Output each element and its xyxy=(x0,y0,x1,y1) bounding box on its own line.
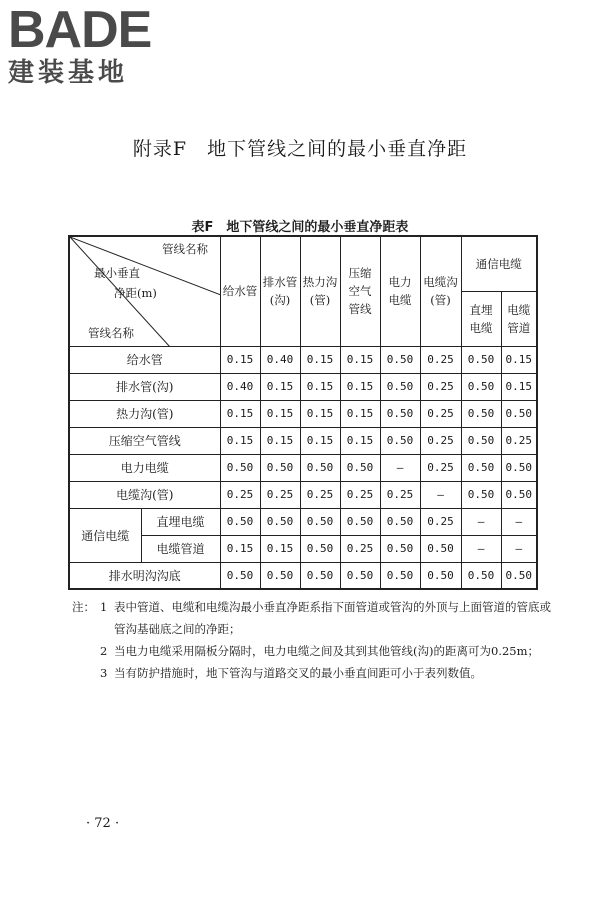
value-cell: 0.15 xyxy=(220,346,260,373)
corner-label-column-names: 管线名称 xyxy=(162,242,208,256)
value-cell: 0.50 xyxy=(380,508,420,535)
value-cell: — xyxy=(461,535,501,562)
table-row xyxy=(69,508,537,535)
appendix-title: 附录F 地下管线之间的最小垂直净距 xyxy=(132,138,468,160)
col-header-compressed-air xyxy=(340,236,380,346)
value-cell: 0.15 xyxy=(340,400,380,427)
value-cell: 0.15 xyxy=(501,346,537,373)
col-header-label: 压缩 空气 管线 xyxy=(348,266,372,317)
value-cell: 0.15 xyxy=(300,400,340,427)
value-cell: 0.50 xyxy=(260,508,300,535)
value-cell: 0.50 xyxy=(300,508,340,535)
col-header-label: 热力沟 (管) xyxy=(302,275,338,308)
value-cell: 0.25 xyxy=(300,481,340,508)
value-cell: 0.25 xyxy=(220,481,260,508)
corner-header-cell xyxy=(69,236,220,346)
value-cell: 0.25 xyxy=(260,481,300,508)
row-header: 排水明沟沟底 xyxy=(69,562,220,589)
clearance-table xyxy=(68,235,538,590)
row-group-telecom: 通信电缆 xyxy=(69,508,141,562)
value-cell: 0.50 xyxy=(461,454,501,481)
value-cell: 0.15 xyxy=(220,535,260,562)
value-cell: 0.50 xyxy=(340,562,380,589)
value-cell: 0.15 xyxy=(300,373,340,400)
value-cell: 0.15 xyxy=(300,346,340,373)
row-header: 给水管 xyxy=(69,346,220,373)
col-header-label: 电力 电缆 xyxy=(388,275,412,308)
note-1 xyxy=(72,596,556,640)
value-cell: 0.50 xyxy=(461,373,501,400)
value-cell: 0.15 xyxy=(340,373,380,400)
corner-label-min-clearance: 最小垂直 xyxy=(94,266,140,280)
note-index: 3 xyxy=(100,666,108,680)
value-cell: 0.25 xyxy=(420,346,461,373)
col-header-drainage xyxy=(260,236,300,346)
col-header-label: 通信电缆 xyxy=(475,256,522,271)
value-cell: 0.50 xyxy=(380,346,420,373)
col-header-cable-duct xyxy=(501,291,537,346)
value-cell: 0.25 xyxy=(420,400,461,427)
value-cell: 0.50 xyxy=(220,562,260,589)
value-cell: 0.40 xyxy=(220,373,260,400)
note-2 xyxy=(86,640,556,662)
value-cell: 0.50 xyxy=(461,562,501,589)
corner-label-row-names: 管线名称 xyxy=(88,326,134,340)
col-header-water xyxy=(220,236,260,346)
value-cell: 0.15 xyxy=(260,373,300,400)
value-cell: 0.50 xyxy=(380,427,420,454)
logo-subtitle: 建装基地 xyxy=(8,58,129,88)
note-text: 表中管道、电缆和电缆沟最小垂直净距系指下面管道或管沟的外顶与上面管道的管底或管沟基础底之间的净距； xyxy=(114,600,551,636)
value-cell: 0.15 xyxy=(501,373,537,400)
bade-logo xyxy=(8,1,178,92)
col-header-telecom xyxy=(461,236,537,291)
row-header: 电缆管道 xyxy=(141,535,220,562)
col-header-heat xyxy=(300,236,340,346)
value-cell: 0.15 xyxy=(260,400,300,427)
note-index: 1 xyxy=(100,600,108,614)
value-cell: 0.50 xyxy=(461,346,501,373)
value-cell: 0.50 xyxy=(260,454,300,481)
value-cell: 0.40 xyxy=(260,346,300,373)
value-cell: 0.50 xyxy=(461,400,501,427)
value-cell: 0.25 xyxy=(420,427,461,454)
value-cell: 0.50 xyxy=(300,535,340,562)
value-cell: 0.15 xyxy=(340,427,380,454)
table-row xyxy=(69,481,537,508)
note-3 xyxy=(86,662,556,684)
value-cell: 0.25 xyxy=(420,373,461,400)
value-cell: 0.50 xyxy=(501,562,537,589)
notes-label: 注： xyxy=(72,600,95,614)
row-header: 压缩空气管线 xyxy=(69,427,220,454)
value-cell: 0.50 xyxy=(300,562,340,589)
value-cell: 0.50 xyxy=(380,373,420,400)
value-cell: 0.15 xyxy=(340,346,380,373)
table-row xyxy=(69,427,537,454)
value-cell: 0.50 xyxy=(380,562,420,589)
note-text: 当有防护措施时，地下管沟与道路交叉的最小垂直间距可小于表列数值。 xyxy=(114,666,482,680)
table-row xyxy=(69,373,537,400)
row-header: 电缆沟(管) xyxy=(69,481,220,508)
value-cell: 0.50 xyxy=(461,427,501,454)
value-cell: 0.25 xyxy=(380,481,420,508)
col-header-direct-buried xyxy=(461,291,501,346)
value-cell: — xyxy=(420,481,461,508)
col-header-power-cable xyxy=(380,236,420,346)
row-header: 排水管(沟) xyxy=(69,373,220,400)
table-row xyxy=(69,562,537,589)
table-caption: 表F 地下管线之间的最小垂直净距表 xyxy=(191,220,409,235)
col-header-label: 电缆沟 (管) xyxy=(423,275,458,308)
value-cell: 0.50 xyxy=(420,562,461,589)
value-cell: — xyxy=(501,508,537,535)
row-header: 直埋电缆 xyxy=(141,508,220,535)
value-cell: 0.50 xyxy=(501,481,537,508)
value-cell: 0.50 xyxy=(380,400,420,427)
corner-label-unit: 净距(m) xyxy=(114,286,157,300)
value-cell: 0.50 xyxy=(260,562,300,589)
logo-wordmark: BADE xyxy=(8,1,152,59)
col-header-cable-trench xyxy=(420,236,461,346)
note-text: 当电力电缆采用隔板分隔时，电力电缆之间及其到其他管线(沟)的距离可为0.25m； xyxy=(114,644,539,658)
value-cell: 0.50 xyxy=(501,400,537,427)
value-cell: 0.50 xyxy=(300,454,340,481)
value-cell: — xyxy=(501,535,537,562)
row-header: 热力沟(管) xyxy=(69,400,220,427)
value-cell: 0.25 xyxy=(340,481,380,508)
value-cell: 0.50 xyxy=(340,454,380,481)
value-cell: 0.50 xyxy=(220,454,260,481)
col-header-label: 给水管 xyxy=(222,284,258,299)
value-cell: 0.50 xyxy=(420,535,461,562)
value-cell: 0.15 xyxy=(260,427,300,454)
value-cell: 0.50 xyxy=(340,508,380,535)
value-cell: 0.50 xyxy=(461,481,501,508)
value-cell: 0.15 xyxy=(220,427,260,454)
value-cell: — xyxy=(461,508,501,535)
col-header-label: 电缆 管道 xyxy=(507,302,531,335)
notes xyxy=(72,596,556,684)
value-cell: 0.15 xyxy=(220,400,260,427)
value-cell: 0.50 xyxy=(501,454,537,481)
value-cell: 0.25 xyxy=(340,535,380,562)
table-row xyxy=(69,400,537,427)
value-cell: 0.15 xyxy=(300,427,340,454)
value-cell: 0.25 xyxy=(501,427,537,454)
note-index: 2 xyxy=(100,644,108,658)
table-row xyxy=(69,346,537,373)
row-header: 电力电缆 xyxy=(69,454,220,481)
col-header-label: 排水管 (沟) xyxy=(262,275,298,308)
value-cell: 0.50 xyxy=(220,508,260,535)
value-cell: 0.25 xyxy=(420,508,461,535)
table-row xyxy=(69,454,537,481)
value-cell: 0.25 xyxy=(420,454,461,481)
value-cell: — xyxy=(380,454,420,481)
col-header-label: 直埋 电缆 xyxy=(469,302,493,335)
value-cell: 0.15 xyxy=(260,535,300,562)
page-number: · 72 · xyxy=(86,816,120,831)
value-cell: 0.50 xyxy=(380,535,420,562)
